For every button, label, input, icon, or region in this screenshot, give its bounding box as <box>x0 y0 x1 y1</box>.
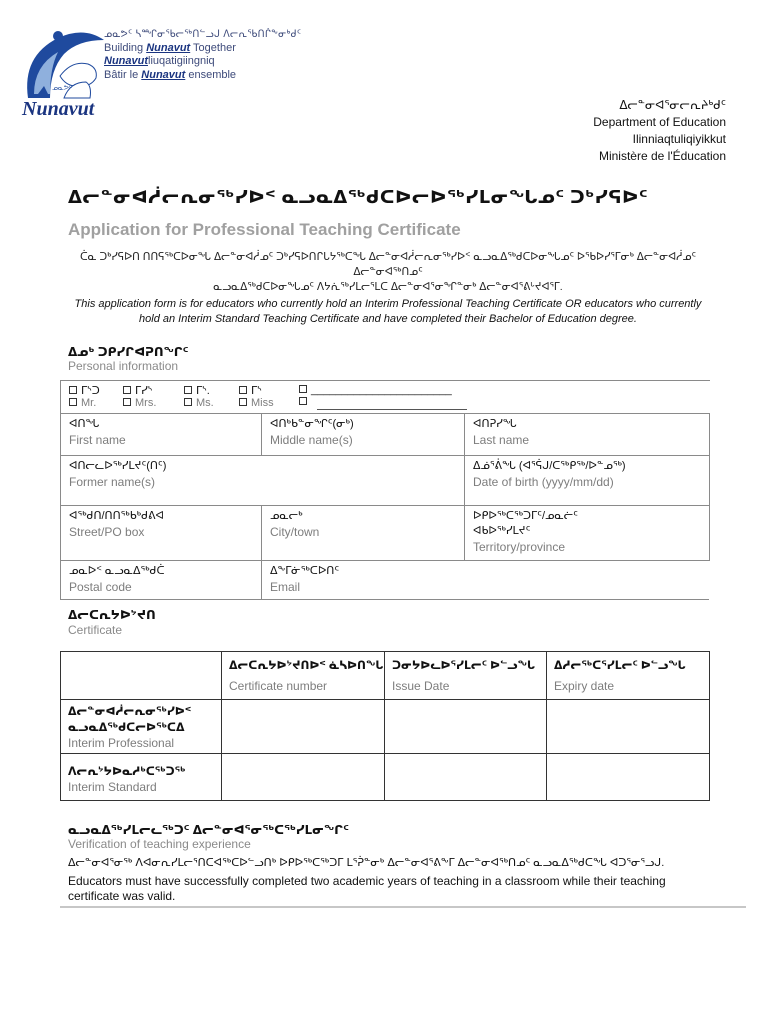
verification-body-syllabics: ᐃᓕᓐᓂᐊᕐᓂᖅ ᐱᐊᓂᕆᓯᒪᓕᕐᑎᑕᐊᖅᑕᐅᓪᓗᑎᒃ ᐅᑭᐅᖅᑕᖅᑐᒥ ᒪᕐᕉᓐᓂᒃ ᐃᓕᓐᓂᐊᕐᕕᖕᒥ ᐃᓕᓐᓂᐊᖅᑎᓄᑦ ᓇᓗᓇᐃᖅᑯᑕᖓ ᐊᑐᕐᓂᕐᓗᒍ. <box>68 857 665 869</box>
issue-date-syllabics: ᑐᓂᔭᐅᓚᐅᕐᓯᒪᓕᑦ ᐅᓪᓗᖓ <box>392 660 536 672</box>
expiry-date-syllabics: ᐃᓱᓕᖅᑕᕐᓯᒪᓕᑦ ᐅᓪᓗᖓ <box>554 660 686 672</box>
city-syllabics: ᓄᓇᓕᒃ <box>270 510 303 522</box>
interim-standard-cert-number-input[interactable] <box>222 754 383 800</box>
territory-label: Territory/province <box>473 540 566 554</box>
personal-heading-syllabics: ᐃᓄᒃ ᑐᑭᓯᒋᐊᕈᑎᖏᑦ <box>68 345 189 359</box>
interim-professional-cert-number-input[interactable] <box>222 700 383 753</box>
email-field[interactable] <box>262 561 710 600</box>
title-option-ms[interactable] <box>184 384 214 409</box>
postal-code-label: Postal code <box>69 580 132 594</box>
tagline-en-suffix: Together <box>190 41 236 54</box>
verification-body: Educators must have successfully completed two academic years of teaching in a classroom while their teaching certificate was valid. <box>68 874 666 903</box>
checkbox-icon[interactable] <box>184 386 192 394</box>
title-mr-label: Mr. <box>81 397 97 409</box>
names-row <box>61 413 710 455</box>
title-ms-label: Ms. <box>196 397 214 409</box>
middle-name-label: Middle name(s) <box>270 433 353 447</box>
street-label: Street/PO box <box>69 525 145 539</box>
tagline-inn-suffix: liuqatigiingniq <box>148 55 215 67</box>
checkbox-icon[interactable] <box>69 386 77 394</box>
first-name-label: First name <box>69 433 126 447</box>
checkbox-icon[interactable] <box>184 398 192 406</box>
page-title: Application for Professional Teaching Certificate <box>68 220 461 239</box>
tagline-fr-brand: Nunavut <box>141 68 186 81</box>
interim-standard-syllabics: ᐱᓕᕆᔾᔭᐅᓇᓱᒃᑕᖅᑐᖅ <box>68 766 186 778</box>
dob-label: Date of birth (yyyy/mm/dd) <box>473 475 614 489</box>
interim-professional-syllabics: ᐃᓕᓐᓂᐊᓲᓕᕆᓂᖅᓯᐅᑉ <box>68 706 192 718</box>
street-syllabics: ᐊᖅᑯᑎ/ᑎᑎᖅᑲᒃᑯᕕᐊ <box>69 510 165 522</box>
territory-syllabics: ᐅᑭᐅᖅᑕᖅᑐᒥᑦ/ᓄᓇᓖᑦ <box>473 510 578 522</box>
department-inn: Ilinniaqtuliqiyikkut <box>632 132 726 146</box>
checkbox-icon[interactable] <box>299 385 307 393</box>
last-name-label: Last name <box>473 433 530 447</box>
tagline-fr-prefix: Bâtir le <box>104 68 142 81</box>
logo-wordmark: Nunavut <box>22 98 95 120</box>
cert-number-syllabics: ᐃᓕᑕᕆᔭᐅᔾᔪᑎᐅᑉ ᓈᓴᐅᑎᖓ <box>229 660 384 672</box>
tagline-fr-suffix: ensemble <box>185 68 237 81</box>
postal-email-row <box>61 560 710 600</box>
first-name-field[interactable] <box>61 414 262 456</box>
city-field[interactable] <box>262 506 465 561</box>
title-other-blank[interactable]: _______________________ <box>311 384 452 396</box>
interim-professional-row-label <box>68 704 191 751</box>
postal-code-field[interactable] <box>61 561 262 600</box>
issue-date-header <box>392 658 535 694</box>
logo-tagline <box>104 28 301 82</box>
section-divider <box>60 906 746 908</box>
email-syllabics: ᐃᖕᒥᓃᖅᑕᐅᑎᑦ <box>270 565 340 577</box>
city-label: City/town <box>270 525 320 539</box>
verification-heading-syllabics: ᓇᓗᓇᐃᖅᓯᒪᓕᓚᖅᑐᑦ ᐃᓕᓐᓂᐊᕐᓂᖅᑕᖅᓯᒪᓂᖏᑦ <box>68 823 349 837</box>
certificate-heading-syllabics: ᐃᓕᑕᕆᔭᐅᔾᔪᑎ <box>68 608 156 622</box>
tagline-english <box>104 42 301 56</box>
last-name-field[interactable] <box>465 414 710 456</box>
title-other-line <box>317 409 467 410</box>
checkbox-icon[interactable] <box>239 386 247 394</box>
tagline-en-prefix: Building <box>104 41 147 54</box>
title-miss-syllabics: ᒥᔅ <box>251 385 262 397</box>
interim-professional-expiry-date-input[interactable] <box>547 700 709 753</box>
intro-syllabics: ᑖᓇ ᑐᒃᓯᕋᐅᑎ ᑎᑎᕋᖅᑕᐅᓂᖓ ᐃᓕᓐᓂᐊᓲᓄᑦ ᑐᒃᓯᕋᐅᑎᒋᒐᔭᖅᑕᖓ ᐃᓕᓐᓂᐊᓲᓕᕆᓂᖅᓯᐅᑉ ᓇᓗᓇᐃᖅᑯᑕᐅᓂᖓᓄᑦ ᐅᖃᐅᓯᕐᒥᓂᒃ ᐃᓕᓐᓂᐊᓲᓄᑦ ᐃᓕᓐᓂᐊᖅᑎᓄᑦ <box>79 251 697 278</box>
expiry-date-label: Expiry date <box>554 679 615 693</box>
interim-professional-syllabics-2: ᓇᓗᓇᐃᖅᑯᑕᓕᐅᖅᑕᐃ <box>68 722 185 734</box>
expiry-date-header <box>554 658 686 694</box>
checkbox-icon[interactable] <box>239 398 247 406</box>
interim-professional-issue-date-input[interactable] <box>385 700 545 753</box>
title-mrs-syllabics: ᒥᓯᔅ <box>135 385 153 397</box>
address-row <box>61 505 710 560</box>
first-name-syllabics: ᐊᑎᖓ <box>69 418 100 430</box>
territory-field[interactable] <box>465 506 710 561</box>
former-name-syllabics: ᐊᑎᓕᓚᐅᖅᓯᒪᔪᑦ(ᑎᑦ) <box>69 460 167 472</box>
interim-standard-issue-date-input[interactable] <box>385 754 545 800</box>
former-dob-row <box>61 455 710 505</box>
certificate-heading: Certificate <box>68 623 123 637</box>
street-field[interactable] <box>61 506 262 561</box>
intro-block <box>68 250 708 327</box>
department-syllabics: ᐃᓕᓐᓂᐊᕐᓂᓕᕆᔨᒃᑯᑦ <box>619 98 726 112</box>
intro-syllabics-2: ᓇᓗᓇᐃᖅᑯᑕᐅᓂᖓᓄᑦ ᐱᔭᕇᖅᓯᒪᓕᕐᒪᑕ ᐃᓕᓐᓂᐊᕐᓂᖏᓐᓂᒃ ᐃᓕᓐᓂᐊᕐᕕᒡᔪᐊᕐᒥ. <box>213 281 563 293</box>
title-option-miss[interactable] <box>239 384 274 409</box>
former-name-field[interactable] <box>61 456 465 506</box>
personal-info-table <box>60 380 709 600</box>
title-syllabics: ᐃᓕᓐᓂᐊᓲᓕᕆᓂᖅᓯᐅᑉ ᓇᓗᓇᐃᖅᑯᑕᐅᓕᐅᖅᓯᒪᓂᖓᓄᑦ ᑐᒃᓯᕋᐅᑦ <box>68 187 649 207</box>
interim-standard-label: Interim Standard <box>68 780 157 794</box>
personal-heading: Personal information <box>68 359 179 373</box>
issue-date-label: Issue Date <box>392 679 450 693</box>
dob-syllabics: ᐃᓅᕐᕖᖓ (ᐊᕐᕌᒍ/ᑕᖅᑭᖅ/ᐅᓐᓄᖅ) <box>473 460 626 472</box>
checkbox-icon[interactable] <box>299 397 307 405</box>
title-mrs-label: Mrs. <box>135 397 157 409</box>
interim-standard-expiry-date-input[interactable] <box>547 754 709 800</box>
last-name-syllabics: ᐊᑎᕈᓯᖓ <box>473 418 517 430</box>
title-option-other[interactable] <box>299 384 452 408</box>
titles-row <box>61 380 710 413</box>
tagline-french <box>104 69 301 83</box>
interim-standard-row-label <box>68 764 186 795</box>
territory-syllabics-2: ᐊᑲᐅᖅᓯᒪᔪᑦ <box>473 525 531 537</box>
tagline-inuinnaqtun <box>104 55 301 69</box>
department-fr: Ministère de l'Éducation <box>598 149 726 163</box>
cert-number-label: Certificate number <box>229 679 328 693</box>
middle-name-field[interactable] <box>262 414 465 456</box>
email-label: Email <box>270 580 301 594</box>
logo-syllabics: ᓄᓇᕗᑦ <box>51 84 73 92</box>
title-ms-syllabics: ᒥᔅ. <box>196 385 210 397</box>
interim-professional-label: Interim Professional <box>68 736 175 750</box>
checkbox-icon[interactable] <box>123 386 131 394</box>
department-en: Department of Education <box>593 115 726 129</box>
department-block <box>593 97 726 165</box>
title-option-mr[interactable] <box>69 384 100 409</box>
postal-code-syllabics: ᓄᓇᐅᑉ ᓇᓗᓇᐃᖅᑯᑖ <box>69 565 165 577</box>
checkbox-icon[interactable] <box>123 398 131 406</box>
dob-field[interactable] <box>465 456 710 506</box>
certificate-table <box>60 651 710 801</box>
checkbox-icon[interactable] <box>69 398 77 406</box>
verification-heading: Verification of teaching experience <box>68 837 251 851</box>
title-option-mrs[interactable] <box>123 384 156 409</box>
tagline-syllabics: ᓄᓇᕗᑦ ᓴᙱᓂᖃᓕᖅᑎᓪᓗᒍ ᐱᓕᕆᖃᑎᒌᖕᓂᒃᑯᑦ <box>104 29 302 40</box>
middle-name-syllabics: ᐊᑎᒃᑲᓐᓂᖏᑦ(ᓂᒃ) <box>270 418 354 430</box>
cert-number-header <box>229 658 383 694</box>
nunavut-logo <box>20 16 110 166</box>
title-mr-syllabics: ᒥᔅᑐ <box>81 385 100 397</box>
title-miss-label: Miss <box>251 397 274 409</box>
tagline-en-brand: Nunavut <box>146 41 191 54</box>
tagline-inn-brand: Nunavut <box>104 55 148 67</box>
intro-english: This application form is for educators who currently hold an Interim Professional Teaching Certificate OR educators who currently hold an Interim Standard Teaching Certificate and have completed their Bachelor of Education degree. <box>74 298 702 325</box>
former-name-label: Former name(s) <box>69 475 156 489</box>
